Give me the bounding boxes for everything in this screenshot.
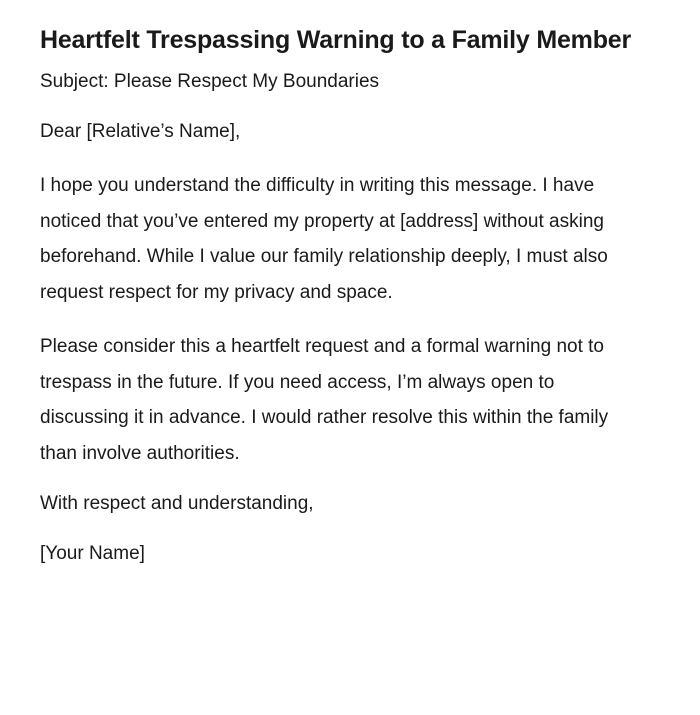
letter-document	[40, 18, 640, 568]
letter-greeting: Dear [Relative’s Name],	[40, 121, 241, 142]
page-title: Heartfelt Trespassing Warning to a Family Member	[40, 26, 632, 54]
letter-paragraph-1: I hope you understand the difficulty in writing this message. I have noticed that you’ve entered my property at [address] without asking beforehand. While I value our family relationship deeply, I must also request respect for my privacy and space.	[40, 175, 608, 303]
letter-signature: [Your Name]	[40, 543, 145, 564]
letter-closing: With respect and understanding,	[40, 493, 314, 514]
letter-subject: Subject: Please Respect My Boundaries	[40, 71, 380, 92]
letter-paragraph-2: Please consider this a heartfelt request and a formal warning not to trespass in the future. If you need access, I’m always open to discussing it in advance. I would rather resolve this within the family than involve authorities.	[40, 336, 609, 464]
